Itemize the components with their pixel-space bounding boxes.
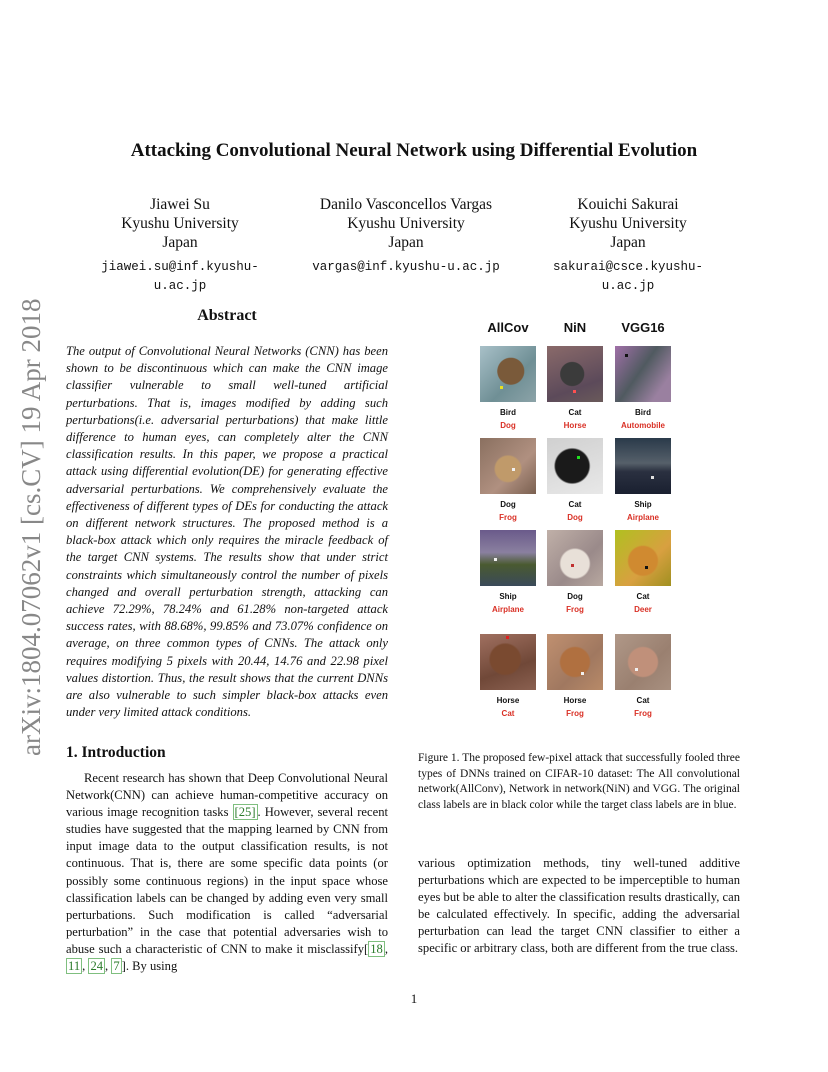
original-label: Cat [636, 592, 650, 601]
original-label: Ship [634, 500, 652, 509]
target-label: Frog [499, 513, 517, 522]
perturbed-pixel [573, 390, 576, 393]
original-label: Ship [499, 592, 517, 601]
figure-cell [473, 346, 543, 430]
section-heading-introduction: 1. Introduction [66, 744, 166, 761]
target-label: Airplane [491, 605, 524, 614]
perturbed-pixel [651, 476, 654, 479]
author-name: Jiawei Su [150, 196, 210, 213]
author-email[interactable]: jiawei.su@inf.kyushu-u.ac.jp [101, 260, 259, 293]
bird-image [615, 346, 671, 402]
figure-cell [540, 346, 610, 430]
original-label: Dog [567, 592, 583, 601]
original-label: Cat [568, 408, 582, 417]
ship-image [615, 438, 671, 494]
perturbed-pixel [512, 468, 515, 471]
introduction-paragraph: Recent research has shown that Deep Convolutional Neural Network(CNN) can achieve human-competitive accuracy on various image recognition tasks [25] . However, several recent studies have suggested that the mapping learned by CNN from input image data to the output classification results, is not continuous. That is, there are some specific data points (or possibly some continuous regions) in the input space whose classification labels can be changed by adding even very small perturbations. Such modification is called “adversarial perturbation” in the case that potential adversaries wish to abuse such a characteristic of CNN to make it misclassify[ 18 , 11 , 24 , 7 ]. By using [66, 771, 388, 974]
author-block-2 [296, 195, 516, 277]
figure-caption: Figure 1. The proposed few-pixel attack that successfully fooled three types of DNNs trained on CIFAR-10 dataset: The All convolutional network(AllConv), Network in network(NiN) and VGG. The original class labels are in black color while the target class labels are in blue. [418, 752, 740, 811]
target-label: Frog [566, 605, 584, 614]
author-country: Japan [162, 234, 198, 251]
page-number: 1 [410, 991, 418, 1006]
author-email[interactable]: vargas@inf.kyushu-u.ac.jp [312, 260, 500, 274]
dog-image [547, 530, 603, 586]
target-label: Dog [500, 421, 516, 430]
target-label: Deer [634, 605, 652, 614]
cat-image [615, 530, 671, 586]
perturbed-pixel [577, 456, 580, 459]
author-affiliation: Kyushu University [569, 215, 687, 232]
figure-cell [540, 530, 610, 614]
perturbed-pixel [635, 668, 638, 671]
author-affiliation: Kyushu University [121, 215, 239, 232]
figure-1 [462, 316, 692, 728]
perturbed-pixel [581, 672, 584, 675]
intro-text-part: Recent research has shown that Deep Convolutional Neural Network(CNN) can achieve human-competitive accuracy on various image recognition tasks [66, 771, 388, 820]
figure-cell [473, 438, 543, 522]
target-label: Horse [563, 421, 587, 430]
cat-image [547, 346, 603, 402]
original-label: Dog [500, 500, 516, 509]
perturbed-pixel [571, 564, 574, 567]
original-label: Horse [496, 696, 520, 705]
target-label: Airplane [626, 513, 659, 522]
ship-image [480, 530, 536, 586]
intro-text-part: . However, several recent studies have suggested that the mapping learned by CNN from input image data to the output classification results, is not continuous. That is, there are some specific data points (or possibly some continuous regions) in the input space whose classification labels can be changed by adding even very small perturbations. Such modification is called “adversarial perturbation” in the case that potential adversaries wish to abuse such a characteristic of CNN to make it misclassify [66, 805, 388, 956]
abstract-text: The output of Convolutional Neural Networks (CNN) has been shown to be discontinuous which can make the CNN image classifier vulnerable to small well-tuned artificial perturbations. That is, images modified by adding such perturbations(i.e. adversarial perturbations) that make little difference to human eyes, can completely alter the CNN classification results. In this paper, we propose a practical attack using differential evolution(DE) for generating effective adversarial perturbations. We comprehensively evaluate the effectiveness of different types of DEs for conducting the attack on different network structures. The proposed method is a black-box attack which only requires the miracle feedback of the target CNN systems. The results show that under strict constraints which simultaneously control the number of pixels changed and overall perturbation strength, attacking can achieve 72.29%, 78.24% and 61.28% non-targeted attack success rates, with 88.68%, 99.85% and 73.07% confidence on average, on three common types of CNNs. The attack only requires modifying 5 pixels with 20.44, 14.76 and 22.98 pixel values distortion. Thus, the result shows that the current DNNs are also vulnerable to such simpler black-box attacks even under very limited attack conditions. [66, 344, 388, 720]
bird-image [480, 346, 536, 402]
abstract-heading: Abstract [197, 307, 257, 324]
citation-link[interactable]: 18 [370, 941, 383, 956]
target-label: Frog [566, 709, 584, 718]
original-label: Bird [500, 408, 516, 417]
author-block-1 [100, 195, 260, 296]
column-header-allcov: AllCov [487, 320, 529, 335]
figure-cell [608, 346, 678, 430]
cat-image [615, 634, 671, 690]
original-label: Horse [563, 696, 587, 705]
original-label: Cat [636, 696, 650, 705]
citation-link[interactable]: [25] [234, 805, 256, 820]
figure-cell [608, 438, 678, 522]
original-label: Bird [635, 408, 651, 417]
author-name: Kouichi Sakurai [577, 196, 679, 213]
figure-cell [473, 634, 543, 718]
figure-cell [540, 634, 610, 718]
citation-link[interactable]: 7 [113, 959, 120, 974]
right-column-paragraph: various optimization methods, tiny well-tuned additive perturbations which are expected to be imperceptible to human eyes but be able to alter the classification results drastically, can be calculated effectively. In specific, adding the adversarial perturbation can lead the target CNN classifier to either a specific or arbitrary class, both are different from the true class. [418, 856, 740, 956]
perturbed-pixel [645, 566, 648, 569]
perturbed-pixel [506, 636, 509, 639]
target-label: Dog [567, 513, 583, 522]
figure-cell [473, 530, 543, 614]
horse-image [480, 634, 536, 690]
column-header-nin: NiN [563, 320, 587, 335]
figure-cell [608, 634, 678, 718]
arxiv-stamp: arXiv:1804.07062v1 [cs.CV] 19 Apr 2018 [16, 298, 46, 756]
author-block-3 [528, 195, 728, 296]
target-label: Frog [634, 709, 652, 718]
perturbed-pixel [494, 558, 497, 561]
figure-cell [608, 530, 678, 614]
perturbed-pixel [625, 354, 628, 357]
dog-image [480, 438, 536, 494]
author-email[interactable]: sakurai@csce.kyushu-u.ac.jp [552, 260, 704, 293]
target-label: Automobile [621, 421, 665, 430]
original-label: Cat [568, 500, 582, 509]
perturbed-pixel [500, 386, 503, 389]
citation-link[interactable]: 11 [68, 959, 81, 974]
author-name: Danilo Vasconcellos Vargas [319, 196, 493, 213]
author-country: Japan [388, 234, 424, 251]
paper-title: Attacking Convolutional Neural Network using Differential Evolution [130, 140, 698, 161]
citation-link[interactable]: 24 [90, 959, 104, 974]
author-country: Japan [610, 234, 646, 251]
target-label: Cat [501, 709, 515, 718]
author-affiliation: Kyushu University [347, 215, 465, 232]
figure-cell [540, 438, 610, 522]
column-header-vgg16: VGG16 [621, 320, 665, 335]
cat-image [547, 438, 603, 494]
horse-image [547, 634, 603, 690]
intro-text-part: . By using [125, 959, 178, 974]
